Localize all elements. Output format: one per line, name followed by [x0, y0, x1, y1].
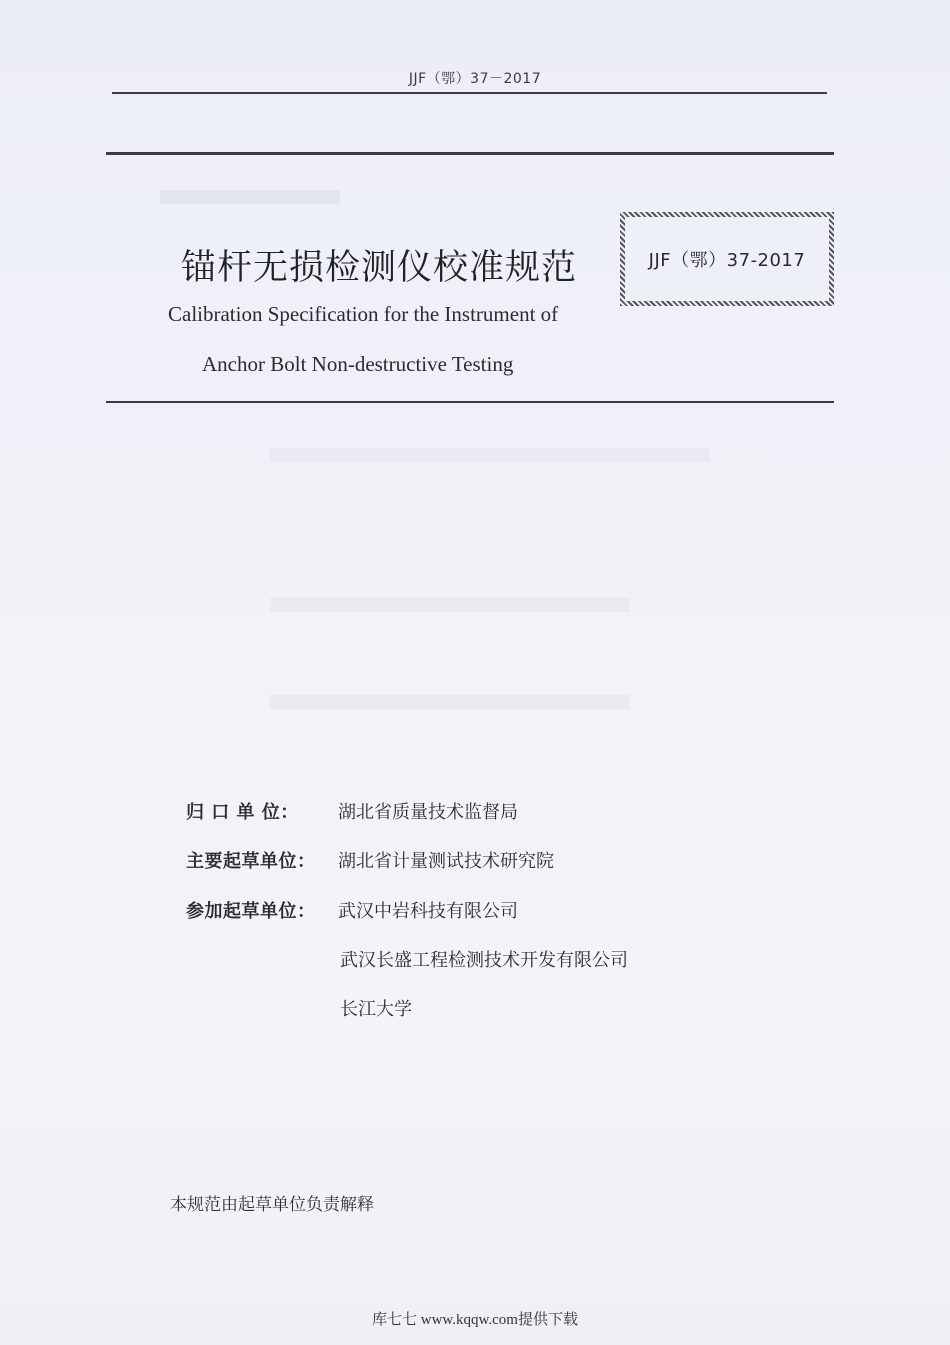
participant-value: 武汉长盛工程检测技术开发有限公司 — [340, 950, 628, 971]
document-title-en-line1: Calibration Specification for the Instrument of — [168, 302, 559, 326]
main-drafter-value: 湖北省计量测试技术研究院 — [338, 851, 554, 872]
bleed-through-mark — [160, 190, 340, 204]
main-drafter-label: 主要起草单位： — [186, 851, 316, 872]
document-title-en-line2: Anchor Bolt Non-destructive Testing — [202, 352, 514, 376]
title-top-rule — [106, 152, 834, 155]
standard-code: JJF（鄂）37-2017 — [648, 250, 806, 271]
participant-label: 参加起草单位： — [186, 901, 316, 922]
bleed-through-mark — [270, 695, 630, 709]
main-drafter-row — [186, 847, 554, 873]
document-title-cn: 锚杆无损检测仪校准规范 — [181, 248, 578, 288]
title-bottom-rule — [106, 401, 834, 403]
responsible-unit-row — [186, 798, 518, 824]
standard-code-box — [620, 212, 834, 306]
bleed-through-mark — [270, 448, 710, 462]
header-standard-code: JJF（鄂）37－2017 — [408, 71, 542, 87]
download-footer: 库七七 www.kqqw.com提供下载 — [372, 1312, 578, 1328]
header-rule — [112, 92, 827, 94]
participant-value: 武汉中岩科技有限公司 — [338, 901, 518, 922]
responsible-unit-label: 归 口 单 位： — [186, 802, 299, 823]
interpretation-note: 本规范由起草单位负责解释 — [170, 1195, 374, 1215]
participant-row — [186, 897, 518, 923]
participant-value: 长江大学 — [340, 999, 412, 1020]
responsible-unit-value: 湖北省质量技术监督局 — [338, 802, 518, 823]
bleed-through-mark — [270, 598, 630, 612]
